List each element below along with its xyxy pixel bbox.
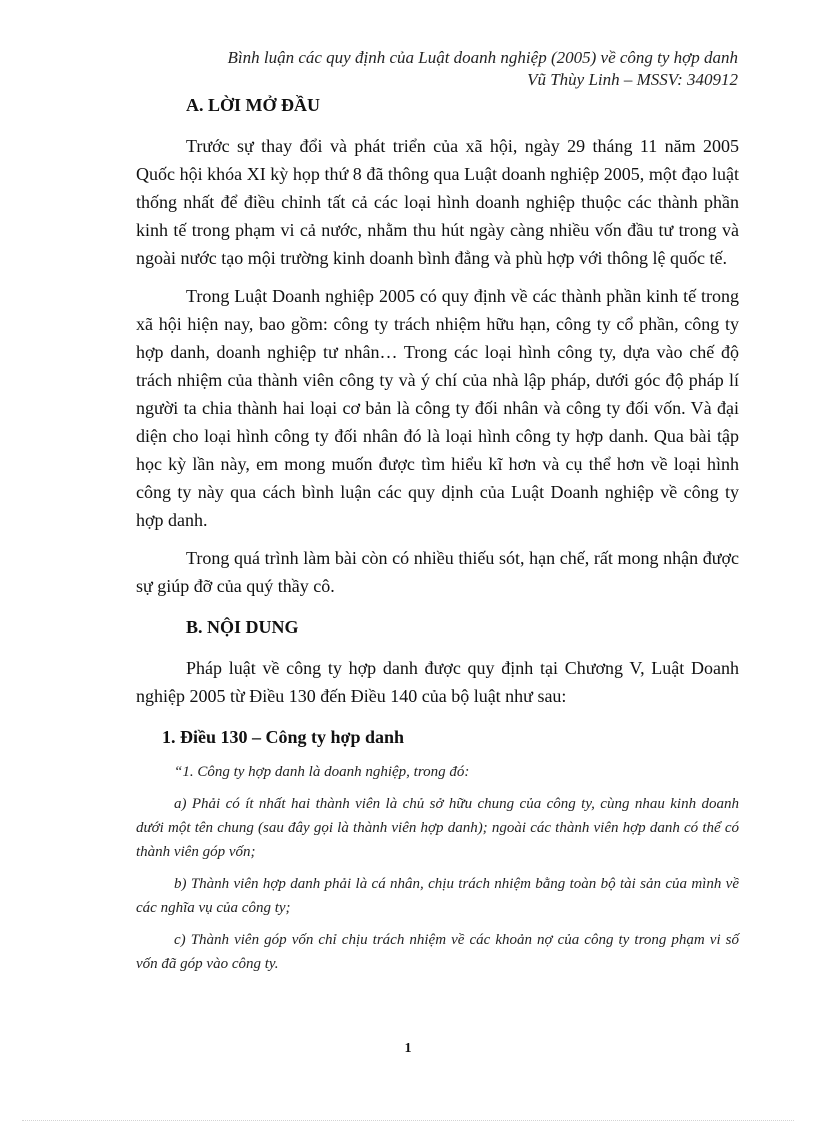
- quote-clause-1: “1. Công ty hợp danh là doanh nghiệp, trong đó:: [174, 764, 470, 780]
- section-a-paragraph-2: Trong Luật Doanh nghiệp 2005 có quy định về các thành phần kinh tế trong xã hội hiện nay, bao gồm: công ty trách nhiệm hữu hạn, công ty cổ phần, công ty hợp danh, doanh nghiệp tư nhân… Trong các loại hình công ty, dựa vào chế độ trách nhiệm của thành viên công ty và ý chí của nhà lập pháp, dưới góc độ pháp lí người ta chia thành hai loại cơ bản là công ty đối nhân và công ty đối vốn. Và đại diện cho loại hình công ty đối nhân đó là loại hình công ty hợp danh. Qua bài tập học kỳ lần này, em mong muốn được tìm hiểu kĩ hơn và cụ thể hơn về loại hình công ty này qua cách bình luận các quy dịnh của Luật Doanh nghiệp về công ty hợp danh.: [136, 286, 739, 530]
- article-130-heading: 1. Điều 130 – Công ty hợp danh: [162, 727, 405, 747]
- page-number: 1: [404, 1041, 412, 1056]
- running-header: [228, 47, 738, 91]
- quote-clause-a: a) Phải có ít nhất hai thành viên là chủ sở hữu chung của công ty, cùng nhau kinh doanh dưới một tên chung (sau đây gọi là thành viên hợp danh); ngoài các thành viên hợp danh có thể có thành viên góp vốn;: [136, 796, 739, 860]
- section-a-paragraph-3: Trong quá trình làm bài còn có nhiều thiếu sót, hạn chế, rất mong nhận được sự giúp đỡ của quý thầy cô.: [136, 548, 739, 596]
- section-a-heading: A. LỜI MỞ ĐẦU: [186, 95, 320, 115]
- header-author: Vũ Thùy Linh – MSSV: 340912: [527, 70, 738, 89]
- section-a-paragraph-1: Trước sự thay đổi và phát triển của xã hội, ngày 29 tháng 11 năm 2005 Quốc hội khóa XI kỳ họp thứ 8 đã thông qua Luật doanh nghiệp 2005, một đạo luật thống nhất để điều chỉnh tất cả các loại hình doanh nghiệp thuộc các thành phần kinh tế trong phạm vi cả nước, nhằm thu hút ngày càng nhiều vốn đầu tư trong và ngoài nước tạo mội trường kinh doanh bình đẳng và phù hợp với thông lệ quốc tế.: [136, 136, 739, 268]
- page-bottom-divider: [22, 1120, 794, 1121]
- document-body: [136, 92, 739, 976]
- quote-clause-b: b) Thành viên hợp danh phải là cá nhân, chịu trách nhiệm bằng toàn bộ tài sản của mình về các nghĩa vụ của công ty;: [136, 876, 739, 916]
- section-b-intro: Pháp luật về công ty hợp danh được quy định tại Chương V, Luật Doanh nghiệp 2005 từ Điều 130 đến Điều 140 của bộ luật như sau:: [136, 658, 739, 706]
- quote-clause-c: c) Thành viên góp vốn chỉ chịu trách nhiệm về các khoản nợ của công ty trong phạm vi số vốn đã góp vào công ty.: [136, 932, 739, 972]
- section-b-heading: B. NỘI DUNG: [186, 617, 299, 637]
- header-title: Bình luận các quy định của Luật doanh nghiệp (2005) về công ty hợp danh: [227, 48, 738, 67]
